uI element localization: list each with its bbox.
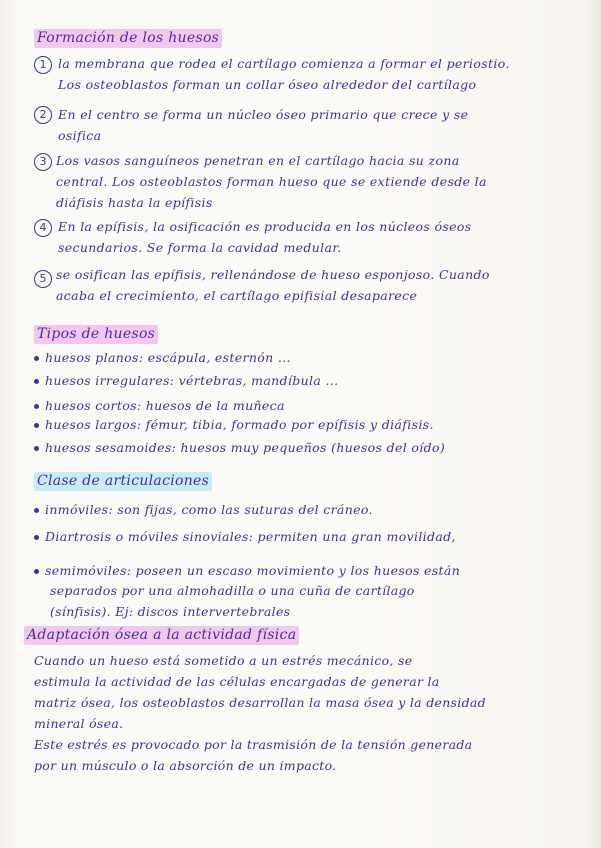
clase-3-line-1: semimóviles: poseen un escaso movimiento y los huesos están [45,563,461,578]
bullet-icon [34,404,39,409]
adaptacion-paragraph [34,650,486,776]
heading-formacion-text: Formación de los huesos [34,29,222,48]
bullet-icon [34,379,39,384]
list-item [34,560,460,581]
tipo-2: huesos irregulares: vértebras, mandíbula ... [45,373,339,388]
list-item [34,395,285,416]
list-item [34,437,445,458]
bullet-icon [34,508,39,513]
tipo-4: huesos largos: fémur, tibia, formado por epífisis y diáfisis. [45,417,434,432]
heading-clase [30,473,216,490]
step-5-line-2: acaba el crecimiento, el cartílago epifisial desaparece [56,288,418,303]
clase-1: inmóviles: son fijas, como las suturas del cráneo. [45,502,373,517]
list-item [34,526,456,547]
step-4 [58,216,472,258]
step-4-line-2: secundarios. Se forma la cavidad medular. [58,240,342,255]
bullet-icon [34,423,39,428]
step-2-line-1: En el centro se forma un núcleo óseo primario que crece y se [58,107,469,122]
adaptacion-line-2: estimula la actividad de las células encargadas de generar la [34,674,440,689]
step-4-line-1: En la epífisis, la osificación es producida en los núcleos óseos [58,219,472,234]
heading-formacion [30,30,226,47]
tipo-3: huesos cortos: huesos de la muñeca [45,398,285,413]
tipo-1: huesos planos: escápula, esternón ... [45,350,291,365]
bullet-icon [34,446,39,451]
clase-3-line-3: (sínfisis). Ej: discos intervertebrales [50,604,291,619]
list-item [34,347,291,368]
adaptacion-line-4: mineral ósea. [34,716,124,731]
heading-adaptacion [20,627,303,644]
step-3-line-3: diáfisis hasta la epífisis [56,195,213,210]
clase-3-continuation [50,580,415,622]
step-number: 5 [34,270,52,288]
step-1-line-1: la membrana que rodea el cartílago comienza a formar el periostio. [58,56,510,71]
adaptacion-line-1: Cuando un hueso está sometido a un estrés mecánico, se [34,653,413,668]
adaptacion-line-6: por un músculo o la absorción de un impacto. [34,758,337,773]
list-item [34,414,434,435]
clase-2: Diartrosis o móviles sinoviales: permiten una gran movilidad, [45,529,456,544]
heading-clase-text: Clase de articulaciones [34,472,212,491]
step-5-line-1: se osifican las epífisis, rellenándose de hueso esponjoso. Cuando [56,267,490,282]
step-5 [56,264,490,306]
step-number: 4 [34,219,52,237]
step-2-line-2: osifica [58,128,102,143]
step-number: 1 [34,56,52,74]
adaptacion-line-5: Este estrés es provocado por la trasmisión de la tensión generada [34,737,473,752]
step-1-line-2: Los osteoblastos forman un collar óseo alrededor del cartílago [58,77,477,92]
step-3-line-2: central. Los osteoblastos forman hueso que se extiende desde la [56,174,487,189]
heading-tipos [30,326,162,343]
step-1 [58,53,510,95]
bullet-icon [34,535,39,540]
page-edge-shadow [587,0,601,848]
step-number: 3 [34,153,52,171]
heading-adaptacion-text: Adaptación ósea a la actividad física [24,626,299,645]
adaptacion-line-3: matriz ósea, los osteoblastos desarrollan la masa ósea y la densidad [34,695,486,710]
list-item [34,370,338,391]
step-number: 2 [34,106,52,124]
bullet-icon [34,356,39,361]
bullet-icon [34,569,39,574]
step-3-line-1: Los vasos sanguíneos penetran en el cartílago hacia su zona [56,153,460,168]
clase-3-line-2: separados por una almohadilla o una cuña de cartílago [50,583,415,598]
step-2 [58,104,468,146]
list-item [34,499,373,520]
heading-tipos-text: Tipos de huesos [34,325,158,344]
tipo-5: huesos sesamoides: huesos muy pequeños (huesos del oído) [45,440,446,455]
step-3 [56,150,487,213]
